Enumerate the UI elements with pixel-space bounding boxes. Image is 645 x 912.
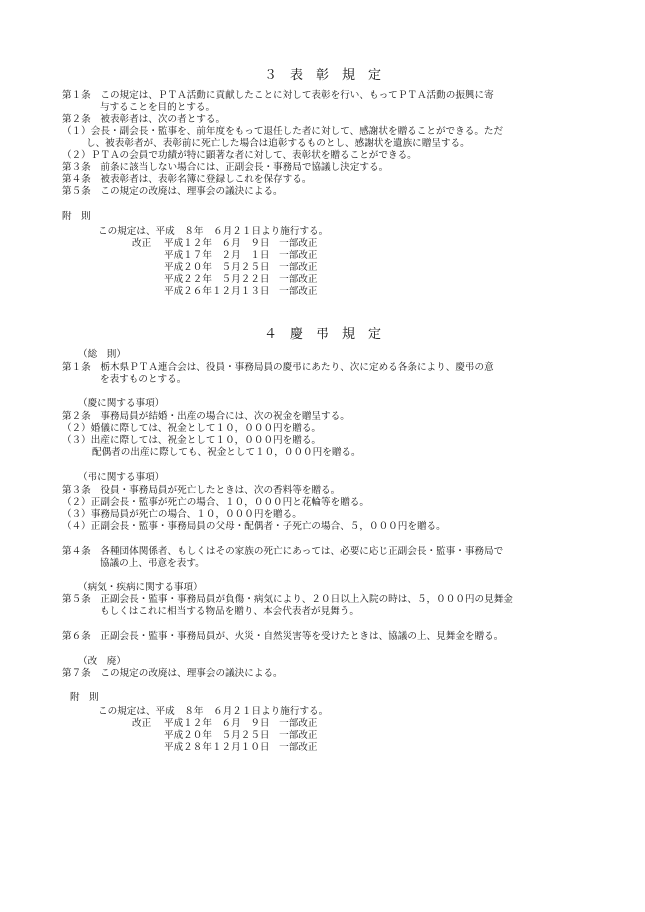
general-heading: （総 則）	[78, 349, 126, 360]
s4-amendment-line: 平成１２年 ６月 ９日 一部改正	[164, 718, 318, 729]
condolence-heading: （弔に関する事項）	[78, 472, 165, 483]
article-2-item-1-line-2: し、被表彰者が、表彰前に死亡した場合は追彰するものとし、感謝状を遺族に贈呈する。	[86, 138, 470, 149]
amendment-label: 改正	[132, 238, 152, 249]
article-2-item-1-line-1: （１）会長・副会長・監事を、前年度をもって退任した者に対して、感謝状を贈ることができる。ただ	[62, 126, 504, 137]
article-2-line: 第２条 被表彰者は、次の者とする。	[62, 114, 226, 125]
article-1-line-2: 与することを目的とする。	[100, 102, 216, 113]
revision-heading: （改 廃）	[78, 656, 126, 667]
illness-heading: （病気・疾病に関する事項）	[78, 582, 203, 593]
enactment-line: この規定は、平成 ８年 ６月２１日より施行する。	[98, 226, 329, 237]
s4-article-3-item-4: （４）正副会長・監事・事務局員の父母・配偶者・子死亡の場合、５，０００円を贈る。	[62, 521, 446, 532]
s4-amendment-label: 改正	[132, 718, 152, 729]
s4-article-1-line-2: を表すものとする。	[100, 374, 187, 385]
amendment-line: 平成２０年 ５月２５日 一部改正	[164, 262, 318, 273]
celebration-heading: （慶に関する事項）	[78, 398, 165, 409]
amendment-line: 平成２６年１２月１３日 一部改正	[164, 286, 318, 297]
s4-amendment-line: 平成２８年１２月１０日 一部改正	[164, 742, 318, 753]
amendment-line: 平成２２年 ５月２２日 一部改正	[164, 274, 318, 285]
article-1-line-1: 第１条 この規定は、ＰＴＡ活動に貢献したことに対して表彰を行い、もってＰＴＡ活動の振興に寄	[62, 90, 494, 101]
s4-article-5-line-2: もしくはこれに相当する物品を贈り、本会代表者が見舞う。	[100, 606, 360, 617]
section3-title: ３ 表 彰 規 定	[263, 68, 381, 83]
s4-amendment-line: 平成２０年 ５月２５日 一部改正	[164, 730, 318, 741]
s4-article-3-line: 第３条 役員・事務局員が死亡したときは、次の香料等を贈る。	[62, 485, 341, 496]
s4-supplement-heading: 附 則	[70, 692, 99, 703]
s4-article-1-line-1: 第１条 栃木県ＰＴＡ連合会は、役員・事務局員の慶弔にあたり、次に定める各条により、慶弔の意	[62, 362, 494, 373]
article-2-item-2-line: （２）ＰＴＡの会員で功績が特に顕著な者に対して、表彰状を贈ることができる。	[62, 150, 417, 161]
s4-article-4-line-2: 協議の上、弔意を表す。	[100, 558, 205, 569]
s4-article-4-line-1: 第４条 各種団体関係者、もしくはその家族の死亡にあっては、必要に応じ正副会長・監事・事務局で	[62, 546, 504, 557]
amendment-line: 平成１７年 ２月 １日 一部改正	[164, 250, 318, 261]
s4-article-7-line: 第７条 この規定の改廃は、理事会の議決による。	[62, 668, 283, 679]
s4-article-3-item-2: （２）正副会長・監事が死亡の場合、１０，０００円と花輪等を贈る。	[62, 497, 369, 508]
article-4-line: 第４条 被表彰者は、表彰名簿に登録しこれを保存する。	[62, 174, 312, 185]
article-5-line: 第５条 この規定の改廃は、理事会の議決による。	[62, 186, 283, 197]
section4-title: ４ 慶 弔 規 定	[263, 327, 381, 342]
s4-article-2-line: 第２条 事務局員が結婚・出産の場合には、次の祝金を贈呈する。	[62, 411, 350, 422]
s4-article-6-line: 第６条 正副会長・監事・事務局員が、火災・自然災害等を受けたときは、協議の上、見舞金を贈る。	[62, 631, 504, 642]
s4-enactment-line: この規定は、平成 ８年 ６月２１日より施行する。	[98, 706, 329, 717]
amendment-line: 平成１２年 ６月 ９日 一部改正	[164, 238, 318, 249]
s4-article-2-item-3: （３）出産に際しては、祝金として１０，０００円を贈る。	[62, 435, 322, 446]
supplement-heading: 附 則	[62, 211, 91, 222]
article-3-line: 第３条 前条に該当しない場合には、正副会長・事務局で協議し決定する。	[62, 162, 389, 173]
s4-article-5-line-1: 第５条 正副会長・監事・事務局員が負傷・病気により、２０日以上入院の時は、５，０００円の見舞金	[62, 594, 513, 605]
s4-article-2-item-2: （２）婚儀に際しては、祝金として１０，０００円を贈る。	[62, 423, 322, 434]
s4-article-2-spouse: 配偶者の出産に際しても、祝金として１０，０００円を贈る。	[92, 447, 361, 458]
s4-article-3-item-3: （３）事務局員が死亡の場合、１０，０００円を贈る。	[62, 509, 302, 520]
